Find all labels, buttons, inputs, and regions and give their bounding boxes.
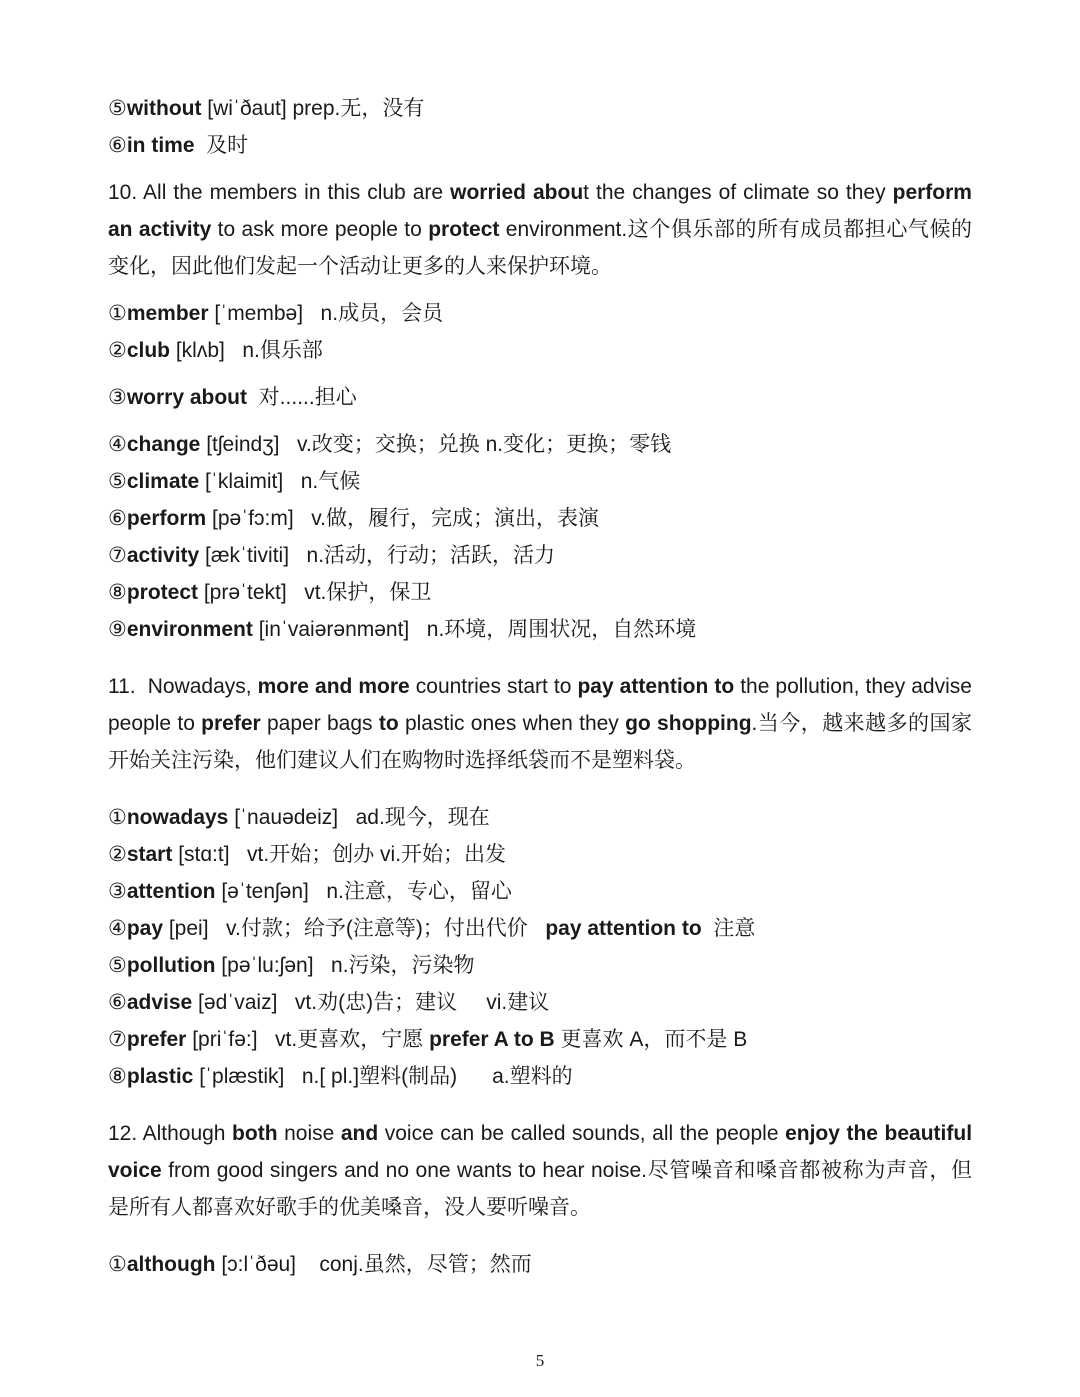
vocab-line	[108, 379, 972, 416]
vocab-group	[108, 379, 972, 416]
text-run: the pollution, they advise people to	[108, 675, 978, 735]
text-run: [ˈmembə] n.成员，会员	[208, 302, 444, 325]
text-run: [prəˈtekt] vt.保护，保卫	[198, 581, 432, 604]
text-run: plastic ones when they	[398, 712, 626, 735]
text-run: countries start to	[409, 675, 578, 698]
bold-text-run: enjoy the beautiful voice	[108, 1122, 978, 1182]
text-run: 更喜欢 A，而不是 B	[554, 1028, 748, 1051]
bold-text-run: prefer A to B	[429, 1028, 555, 1051]
text-run: ⑤	[108, 954, 127, 977]
text-run: ⑤	[108, 97, 127, 120]
vocab-line	[108, 463, 972, 500]
bold-text-run: prefer	[126, 1028, 187, 1051]
paragraph-text	[108, 668, 978, 779]
bold-text-run: club	[126, 339, 170, 362]
vocab-line	[108, 910, 972, 947]
text-run: ⑧	[108, 581, 127, 604]
text-run: ⑦	[108, 1028, 127, 1051]
bold-text-run: without	[126, 97, 202, 120]
vocab-line	[108, 1058, 972, 1095]
text-run: 及时	[194, 134, 249, 157]
text-run: [ˈklaimit] n.气候	[199, 470, 361, 493]
vocab-line	[108, 90, 972, 127]
vocab-line	[108, 574, 972, 611]
bold-text-run: pay attention to	[577, 675, 735, 698]
vocab-group	[108, 799, 972, 1095]
text-run: 注意	[701, 917, 756, 940]
vocab-line	[108, 426, 972, 463]
bold-text-run: start	[126, 843, 173, 866]
vocab-group	[108, 90, 972, 164]
vocab-line	[108, 611, 972, 648]
text-run: [ˈnauədeiz] ad.现今，现在	[228, 806, 490, 829]
vocab-line	[108, 873, 972, 910]
bold-text-run: change	[126, 433, 201, 456]
bold-text-run: go shopping	[625, 712, 752, 735]
text-run: ①	[108, 806, 127, 829]
bold-text-run: protect	[126, 581, 199, 604]
text-run: noise	[277, 1122, 341, 1145]
text-run: to ask more people to	[211, 218, 429, 241]
vocab-line	[108, 1246, 972, 1283]
vocab-line	[108, 947, 972, 984]
bold-text-run: pay attention to	[545, 917, 702, 940]
text-run: ⑤	[108, 470, 127, 493]
text-run: [pei] v.付款；给予(注意等)；付出代价	[163, 917, 546, 940]
text-run: ③	[108, 880, 127, 903]
text-run: ③	[108, 386, 127, 409]
sentence-paragraph	[108, 1115, 978, 1226]
text-run: from good singers and no one wants to hear noise.尽管噪音和嗓音都被称为声音，但是所有人都喜欢好歌手的优美嗓音，没人要听噪音。	[108, 1159, 972, 1219]
bold-text-run: member	[126, 302, 209, 325]
bold-text-run: plastic	[126, 1065, 194, 1088]
text-run: [wiˈðaut] prep.无，没有	[201, 97, 425, 120]
text-run: ①	[108, 302, 127, 325]
text-run: .当今，越来越多的国家开始关注污染，他们建议人们在购物时选择纸袋而不是塑料袋。	[108, 712, 972, 772]
vocab-line	[108, 1021, 972, 1058]
text-run: ④	[108, 433, 127, 456]
text-run: t the changes of climate so they	[583, 181, 893, 204]
vocab-line	[108, 984, 972, 1021]
bold-text-run: perform	[126, 507, 207, 530]
text-run: [pəˈlu:ʃən] n.污染，污染物	[215, 954, 475, 977]
bold-text-run: in time	[126, 134, 195, 157]
vocab-group	[108, 426, 972, 648]
text-run: [ədˈvaiz] vt.劝(忠)告；建议 vi.建议	[192, 991, 550, 1014]
text-run: 对......担心	[247, 386, 357, 409]
bold-text-run: prefer	[201, 712, 261, 735]
sentence-paragraph	[108, 174, 978, 285]
vocab-line	[108, 127, 972, 164]
bold-text-run: pollution	[126, 954, 216, 977]
page-footer	[0, 1351, 1080, 1371]
vocab-line	[108, 799, 972, 836]
sentence-paragraph	[108, 668, 978, 779]
bold-text-run: and	[340, 1122, 379, 1145]
bold-text-run: although	[126, 1253, 216, 1276]
text-run: [stɑ:t] vt.开始；创办 vi.开始；出发	[172, 843, 507, 866]
bold-text-run: protect	[428, 218, 500, 241]
bold-text-run: climate	[126, 470, 200, 493]
text-run: [əˈtenʃən] n.注意，专心，留心	[215, 880, 512, 903]
text-run: ①	[108, 1253, 127, 1276]
bold-text-run: attention	[126, 880, 216, 903]
text-run: [pəˈfɔ:m] v.做，履行，完成；演出，表演	[206, 507, 599, 530]
text-run: voice can be called sounds, all the people	[378, 1122, 786, 1145]
text-run: [priˈfə:] vt.更喜欢，宁愿	[186, 1028, 430, 1051]
bold-text-run: both	[232, 1122, 278, 1145]
vocab-line	[108, 295, 972, 332]
paragraph-text	[108, 174, 978, 285]
bold-text-run: perform an activity	[108, 181, 978, 241]
text-run: [ækˈtiviti] n.活动，行动；活跃，活力	[199, 544, 556, 567]
text-run: [ɔ:lˈðəu] conj.虽然，尽管；然而	[215, 1253, 532, 1276]
bold-text-run: to	[378, 712, 399, 735]
text-run: ⑧	[108, 1065, 127, 1088]
bold-text-run: worry about	[126, 386, 248, 409]
bold-text-run: activity	[126, 544, 200, 567]
text-run: 10. All the members in this club are	[108, 181, 451, 204]
vocab-line	[108, 332, 972, 369]
text-run: [tʃeindʒ] v.改变；交换；兑换 n.变化；更换；零钱	[200, 433, 672, 456]
text-run: [klʌb] n.俱乐部	[170, 339, 323, 362]
text-run: [inˈvaiərənmənt] n.环境，周围状况，自然环境	[252, 618, 697, 641]
text-run: ⑥	[108, 507, 127, 530]
vocab-group	[108, 295, 972, 369]
vocab-line	[108, 537, 972, 574]
bold-text-run: nowadays	[126, 806, 229, 829]
paragraph-text	[108, 1115, 978, 1226]
vocab-line	[108, 500, 972, 537]
page-number: 5	[535, 1351, 545, 1370]
text-run: paper bags	[260, 712, 379, 735]
bold-text-run: more and more	[257, 675, 410, 698]
text-run: 12. Although	[108, 1122, 233, 1145]
text-run: ⑥	[108, 991, 127, 1014]
text-run: ⑦	[108, 544, 127, 567]
text-run: environment.这个俱乐部的所有成员都担心气候的变化，因此他们发起一个活动让更多的人来保护环境。	[108, 218, 972, 278]
bold-text-run: environment	[126, 618, 253, 641]
text-run: 11. Nowadays,	[108, 675, 258, 698]
bold-text-run: worried abou	[450, 181, 584, 204]
text-run: ②	[108, 339, 127, 362]
vocab-line	[108, 836, 972, 873]
bold-text-run: advise	[126, 991, 193, 1014]
vocab-group	[108, 1246, 972, 1283]
text-run: [ˈplæstik] n.[ pl.]塑料(制品) a.塑料的	[193, 1065, 573, 1088]
text-run: ⑥	[108, 134, 127, 157]
bold-text-run: pay	[126, 917, 164, 940]
text-run: ⑨	[108, 618, 127, 641]
text-run: ④	[108, 917, 127, 940]
text-run: ②	[108, 843, 127, 866]
